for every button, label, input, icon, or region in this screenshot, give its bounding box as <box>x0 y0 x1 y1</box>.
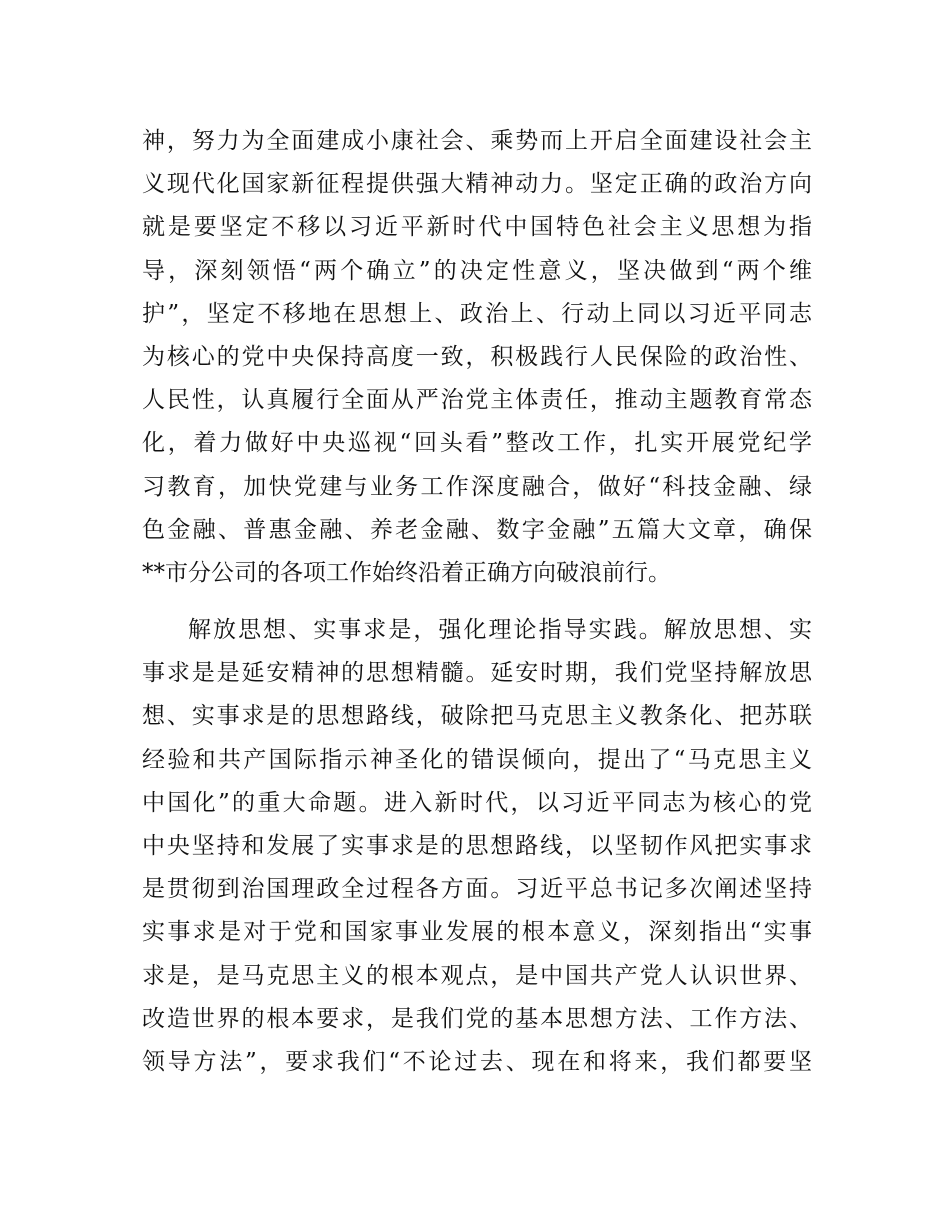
text-line: 领导方法”，要求我们“不论过去、现在和将来，我们都要坚 <box>142 1048 812 1075</box>
text-line: 实事求是对于党和国家事业发展的根本意义，深刻指出“实事 <box>142 919 812 946</box>
text-line: 是贯彻到治国理政全过程各方面。习近平总书记多次阐述坚持 <box>142 876 812 903</box>
text-line: 为核心的党中央保持高度一致，积极践行人民保险的政治性、 <box>142 343 812 370</box>
paragraph-2 <box>142 609 812 1084</box>
text-line: 导，深刻领悟“两个确立”的决定性意义，坚决做到“两个维 <box>142 257 812 284</box>
text-line: 改造世界的根本要求，是我们党的基本思想方法、工作方法、 <box>142 1005 812 1032</box>
text-line: 色金融、普惠金融、养老金融、数字金融”五篇大文章，确保 <box>142 516 812 543</box>
text-line: 中国化”的重大命题。进入新时代，以习近平同志为核心的党 <box>142 789 812 816</box>
text-line: 经验和共产国际指示神圣化的错误倾向，提出了“马克思主义 <box>142 746 812 773</box>
text-line: 事求是是延安精神的思想精髓。延安时期，我们党坚持解放思 <box>142 660 812 687</box>
text-line: 神，努力为全面建成小康社会、乘势而上开启全面建设社会主 <box>142 128 812 154</box>
paragraph-spacer <box>142 595 812 609</box>
text-line: 就是要坚定不移以习近平新时代中国特色社会主义思想为指 <box>142 214 812 241</box>
text-line: 求是，是马克思主义的根本观点，是中国共产党人认识世界、 <box>142 962 812 989</box>
text-line: 护”，坚定不移地在思想上、政治上、行动上同以习近平同志 <box>142 300 812 327</box>
text-line: 人民性，认真履行全面从严治党主体责任，推动主题教育常态 <box>142 387 812 414</box>
text-line: 想、实事求是的思想路线，破除把马克思主义教条化、把苏联 <box>142 703 812 730</box>
text-line: 习教育，加快党建与业务工作深度融合，做好“科技金融、绿 <box>142 473 812 500</box>
text-line: 化，着力做好中央巡视“回头看”整改工作，扎实开展党纪学 <box>142 430 812 457</box>
paragraph-1 <box>142 120 812 595</box>
text-line: 解放思想、实事求是，强化理论指导实践。解放思想、实 <box>188 617 812 644</box>
text-line: **市分公司的各项工作始终沿着正确方向破浪前行。 <box>142 559 671 586</box>
text-line: 义现代化国家新征程提供强大精神动力。坚定正确的政治方向 <box>142 171 812 198</box>
text-line: 中央坚持和发展了实事求是的思想路线，以坚韧作风把实事求 <box>142 833 812 859</box>
body-text <box>142 120 812 1084</box>
